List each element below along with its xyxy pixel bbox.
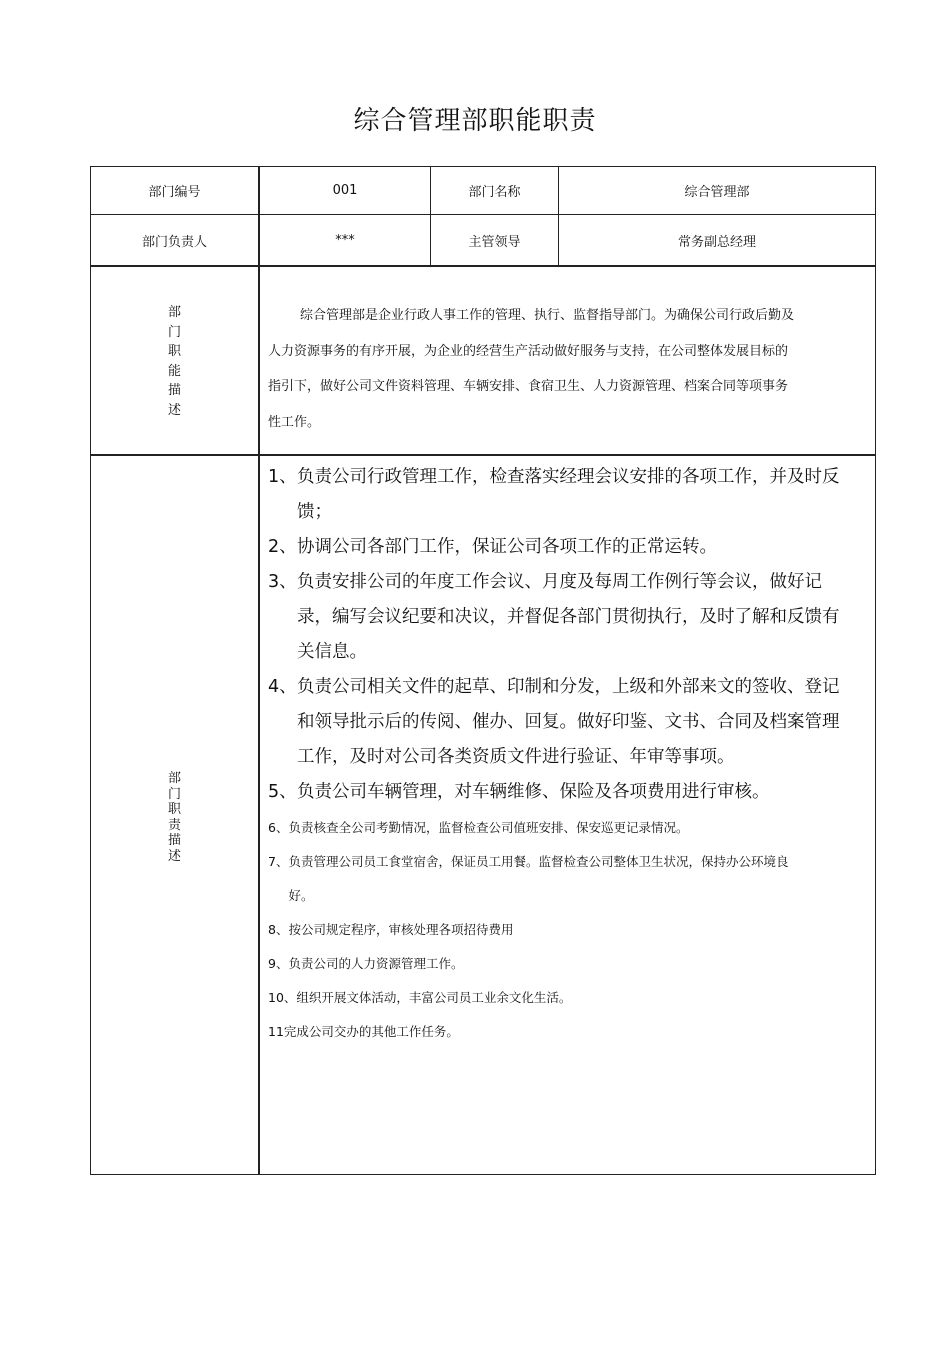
label-char: 部 bbox=[167, 771, 181, 786]
duty-item-text: 负责公司车辆管理，对车辆维修、保险及各项费用进行审核。 bbox=[297, 782, 770, 802]
duty-item bbox=[268, 565, 848, 670]
duty-item-number: 4、 bbox=[268, 677, 297, 697]
duty-item bbox=[268, 913, 798, 947]
duty-item bbox=[268, 670, 848, 775]
duty-list bbox=[268, 460, 848, 1049]
label-char: 责 bbox=[167, 817, 181, 833]
duty-item-text: 按公司规定程序，审核处理各项招待费用 bbox=[288, 922, 514, 937]
duty-item-number: 11 bbox=[268, 1024, 284, 1039]
duty-item-text: 负责公司行政管理工作，检查落实经理会议安排的各项工作，并及时反馈； bbox=[297, 467, 840, 522]
duty-item-text: 组织开展文体活动，丰富公司员工业余文化生活。 bbox=[296, 990, 572, 1005]
row-divider bbox=[90, 265, 876, 267]
label-char: 部 bbox=[167, 305, 181, 320]
label-char: 述 bbox=[167, 402, 181, 418]
duty-item-number: 9、 bbox=[268, 956, 289, 971]
row-divider bbox=[90, 454, 876, 456]
duty-section-label bbox=[91, 767, 258, 864]
leader-label: 主管领导 bbox=[468, 234, 521, 250]
page-title: 综合管理部职能职责 bbox=[353, 106, 597, 136]
label-char: 门 bbox=[167, 786, 181, 802]
column-divider bbox=[258, 166, 260, 1175]
duty-item-text: 完成公司交办的其他工作任务。 bbox=[283, 1024, 459, 1039]
duty-item bbox=[268, 530, 848, 565]
duty-item-number: 1、 bbox=[268, 467, 297, 487]
duty-item-number: 6、 bbox=[268, 820, 289, 835]
dept-head-label: 部门负责人 bbox=[141, 234, 207, 250]
duty-item-number: 2、 bbox=[268, 537, 297, 557]
duty-item bbox=[268, 811, 798, 845]
duty-item bbox=[268, 845, 798, 913]
dept-name-value: 综合管理部 bbox=[684, 185, 750, 200]
leader-value: 常务副总经理 bbox=[677, 234, 756, 250]
duty-item bbox=[268, 775, 848, 810]
label-char: 述 bbox=[167, 848, 181, 864]
function-section-label bbox=[91, 301, 258, 418]
duty-item-text: 负责核查全公司考勤情况，监督检查公司值班安排、保安巡更记录情况。 bbox=[288, 820, 689, 835]
dept-name-label: 部门名称 bbox=[468, 185, 521, 200]
duty-item bbox=[268, 460, 848, 530]
duty-item-number: 5、 bbox=[268, 782, 297, 802]
duty-item bbox=[268, 981, 798, 1015]
duty-item bbox=[268, 1015, 798, 1049]
function-description bbox=[268, 298, 798, 440]
label-char: 能 bbox=[167, 363, 181, 379]
dept-head-value: *** bbox=[335, 232, 355, 248]
label-char: 描 bbox=[167, 383, 181, 398]
duty-item-number: 7、 bbox=[268, 854, 289, 869]
duty-item-text: 负责公司的人力资源管理工作。 bbox=[288, 956, 464, 971]
duty-item-text: 负责管理公司员工食堂宿舍，保证员工用餐。监督检查公司整体卫生状况，保持办公环境良好。 bbox=[288, 854, 789, 903]
duty-item-text: 负责公司相关文件的起草、印制和分发，上级和外部来文的签收、登记和领导批示后的传阅、催办、回复。做好印鉴、文书、合同及档案管理工作，及时对公司各类资质文件进行验证、年审等事项。 bbox=[297, 677, 840, 767]
duty-item bbox=[268, 947, 798, 981]
duty-item-number: 3、 bbox=[268, 572, 297, 592]
duty-item-number: 8、 bbox=[268, 922, 289, 937]
label-char: 职 bbox=[167, 802, 181, 817]
label-char: 门 bbox=[167, 324, 181, 340]
function-description-text: 综合管理部是企业行政人事工作的管理、执行、监督指导部门。为确保公司行政后勤及人力资源事务的有序开展，为企业的经营生产活动做好服务与支持，在公司整体发展目标的指引下，做好公司文件资料管理、车辆安排、食宿卫生、人力资源管理、档案合同等项事务性工作。 bbox=[268, 308, 795, 430]
label-char: 描 bbox=[167, 833, 181, 848]
duty-item-text: 协调公司各部门工作，保证公司各项工作的正常运转。 bbox=[297, 537, 717, 557]
dept-no-value: 001 bbox=[332, 183, 358, 198]
dept-no-label: 部门编号 bbox=[148, 185, 201, 200]
duty-item-number: 10、 bbox=[268, 990, 297, 1005]
label-char: 职 bbox=[167, 344, 181, 359]
duty-item-text: 负责安排公司的年度工作会议、月度及每周工作例行等会议，做好记录，编写会议纪要和决议，并督促各部门贯彻执行，及时了解和反馈有关信息。 bbox=[297, 572, 840, 662]
